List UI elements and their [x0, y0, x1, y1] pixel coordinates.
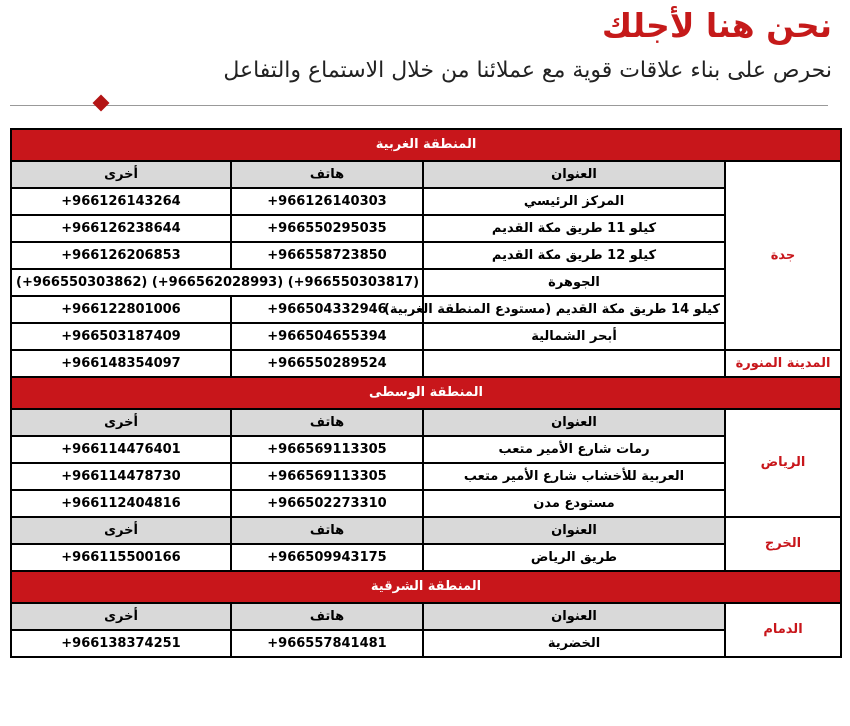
region-band-row — [11, 571, 841, 603]
table-row — [11, 296, 841, 323]
phone-cell: +966557841481 — [231, 630, 423, 657]
header-phone: هاتف — [231, 603, 423, 630]
table-row — [11, 490, 841, 517]
address-cell: كيلو 11 طريق مكة القديم — [423, 215, 725, 242]
table-row — [11, 242, 841, 269]
column-header-row — [11, 517, 841, 544]
city-name: الدمام — [725, 603, 841, 657]
phone-cell: +966504655394 — [231, 323, 423, 350]
other-cell: +966503187409 — [11, 323, 231, 350]
header-other: أخرى — [11, 409, 231, 436]
address-cell: رمات شارع الأمير متعب — [423, 436, 725, 463]
other-cell: +966115500166 — [11, 544, 231, 571]
other-cell: +966122801006 — [11, 296, 231, 323]
address-cell: العربية للأخشاب شارع الأمير متعب — [423, 463, 725, 490]
address-cell: كيلو 12 طريق مكة القديم — [423, 242, 725, 269]
header-phone: هاتف — [231, 161, 423, 188]
table-row — [11, 463, 841, 490]
address-cell — [423, 350, 725, 377]
address-cell: كيلو 14 طريق مكة القديم (مستودع المنطقة الغربية) — [423, 296, 725, 323]
other-cell: +966126143264 — [11, 188, 231, 215]
header-phone: هاتف — [231, 409, 423, 436]
region-title: المنطقة الوسطى — [11, 377, 841, 409]
address-cell: الخضرية — [423, 630, 725, 657]
contacts-table — [10, 128, 842, 658]
city-name: المدينة المنورة — [725, 350, 841, 377]
header-address: العنوان — [423, 409, 725, 436]
header-other: أخرى — [11, 161, 231, 188]
table-row — [11, 188, 841, 215]
other-cell: +966138374251 — [11, 630, 231, 657]
phone-cell: +966550295035 — [231, 215, 423, 242]
table-row — [11, 215, 841, 242]
phone-cell: +966569113305 — [231, 436, 423, 463]
merged-phone-cell: (+966550303862) (+966562028993) (+966550303817) — [11, 269, 423, 296]
table-row — [11, 436, 841, 463]
table-row — [11, 544, 841, 571]
page-subtitle: نحرص على بناء علاقات قوية مع عملائنا من خلال الاستماع والتفاعل — [223, 58, 832, 83]
address-cell: مستودع مدن — [423, 490, 725, 517]
city-name: الرياض — [725, 409, 841, 517]
address-cell: أبحر الشمالية — [423, 323, 725, 350]
header-other: أخرى — [11, 603, 231, 630]
header-address: العنوان — [423, 603, 725, 630]
other-cell: +966126238644 — [11, 215, 231, 242]
region-band-row — [11, 377, 841, 409]
address-cell: طريق الرياض — [423, 544, 725, 571]
divider-line — [10, 105, 828, 106]
diamond-ornament — [93, 95, 110, 112]
region-title: المنطقة الشرقية — [11, 571, 841, 603]
table-row — [11, 269, 841, 296]
phone-cell: +966509943175 — [231, 544, 423, 571]
header-phone: هاتف — [231, 517, 423, 544]
phone-cell: +966569113305 — [231, 463, 423, 490]
phone-cell: +966502273310 — [231, 490, 423, 517]
region-title: المنطقة الغربية — [11, 129, 841, 161]
city-name: جدة — [725, 161, 841, 350]
header-address: العنوان — [423, 517, 725, 544]
region-band-row — [11, 129, 841, 161]
table-row — [11, 323, 841, 350]
phone-cell: +966558723850 — [231, 242, 423, 269]
other-cell: +966148354097 — [11, 350, 231, 377]
address-cell: المركز الرئيسي — [423, 188, 725, 215]
phone-cell: +966550289524 — [231, 350, 423, 377]
city-name: الخرج — [725, 517, 841, 571]
page-title: نحن هنا لأجلك — [601, 6, 832, 45]
column-header-row — [11, 409, 841, 436]
column-header-row — [11, 603, 841, 630]
phone-cell: +966504332946 — [231, 296, 423, 323]
table-row — [11, 350, 841, 377]
other-cell: +966126206853 — [11, 242, 231, 269]
header-address: العنوان — [423, 161, 725, 188]
other-cell: +966114478730 — [11, 463, 231, 490]
other-cell: +966112404816 — [11, 490, 231, 517]
header-other: أخرى — [11, 517, 231, 544]
phone-cell: +966126140303 — [231, 188, 423, 215]
table-row — [11, 630, 841, 657]
address-cell: الجوهرة — [423, 269, 725, 296]
other-cell: +966114476401 — [11, 436, 231, 463]
column-header-row — [11, 161, 841, 188]
